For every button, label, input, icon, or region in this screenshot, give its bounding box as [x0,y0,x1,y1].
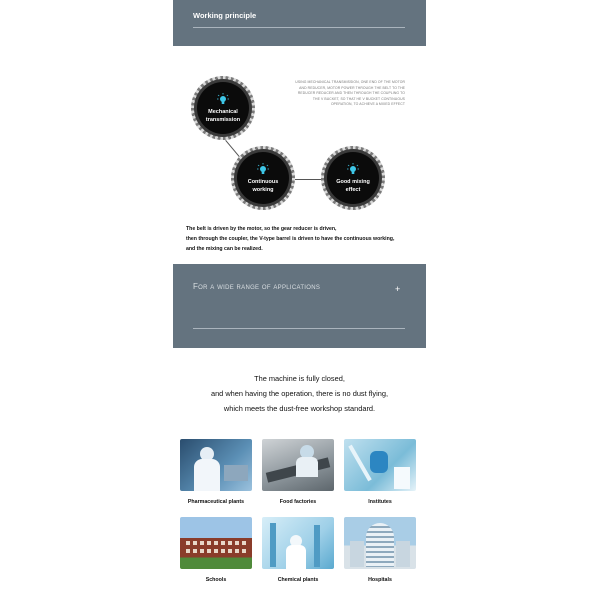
application-label: Institutes [368,499,392,505]
gear-connector [295,179,323,180]
gear-label: Continuous working [247,178,279,193]
intro-line: which meets the dust-free workshop standard. [223,404,376,413]
gear-mechanical-transmission [191,76,255,140]
application-label: Food factories [279,499,317,505]
principle-side-text: USING MECHANICAL TRANSMISSION, ONE END OF THE MOTOR AND REDUCER, MOTOR POWER THROUGH THE BELT TO THE REDUCER REDUCER AND THEN THROUGH THE COUPLING TO THE V BUCKET, SO THAT HE V BUCKET CONTINUOUS OPERATION, TO ACHIEVE A MIXED EFFECT [295,80,405,107]
gear-label: Good mixing effect [336,178,370,193]
working-principle-header [173,0,426,46]
hospital-building-photo [344,517,416,569]
section-title: Working principle [193,11,257,20]
product-page [173,0,426,600]
applications-heading: For a wide range of applications [193,282,321,291]
header-divider [193,27,405,28]
food-line-photo [262,439,334,491]
application-label: Hospitals [368,577,392,583]
description-line: then through the coupler, the V-type barrel is driven to have the continuous working, [186,236,395,242]
intro-line: The machine is fully closed, [254,374,345,383]
lightbulb-icon [257,163,269,175]
pipette-photo [344,439,416,491]
school-building-photo [180,517,252,569]
description-line: and the mixing can be realized. [186,246,263,252]
lightbulb-icon [347,163,359,175]
gear-label: Mechanical transmission [205,108,241,123]
application-label: Chemical plants [277,577,319,583]
gear-continuous-working [231,146,295,210]
applications-header [173,264,426,348]
applications-intro [173,371,426,416]
chemical-plant-photo [262,517,334,569]
lightbulb-icon [217,93,229,105]
lab-worker-photo [180,439,252,491]
plus-icon: + [395,284,401,294]
header-divider [193,328,405,329]
gear-good-mixing [321,146,385,210]
application-label: Pharmaceutical plants [187,499,245,505]
intro-line: and when having the operation, there is no dust flying, [210,389,389,398]
application-label: Schools [205,577,227,583]
description-line: The belt is driven by the motor, so the gear reducer is driven, [186,226,337,232]
principle-description [186,224,421,254]
